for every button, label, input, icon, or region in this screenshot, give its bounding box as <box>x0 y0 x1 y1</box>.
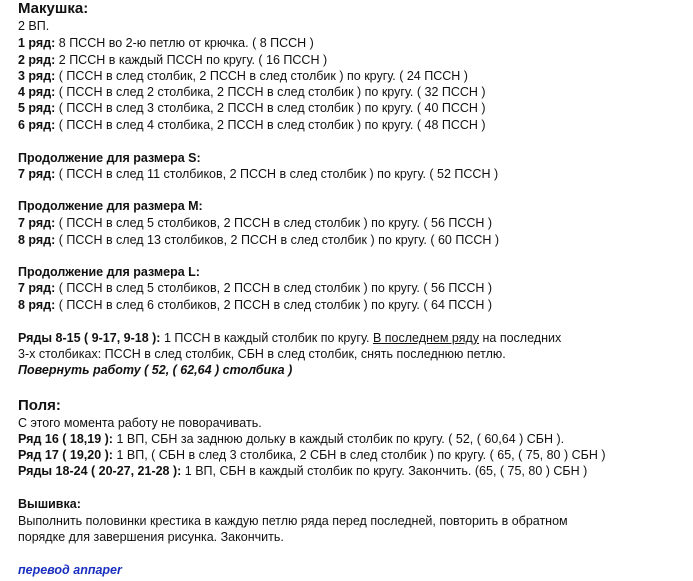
turn-work-note: Повернуть работу ( 52, ( 62,64 ) столбика ) <box>18 363 293 377</box>
crown-start: 2 ВП. <box>18 19 50 33</box>
crown-row-4 <box>18 84 486 100</box>
row-label: Ряд 16 ( 18,19 ): <box>18 432 113 446</box>
row-label: 7 ряд: <box>18 281 56 295</box>
row-label: 3 ряд: <box>18 69 56 83</box>
brim-row-17 <box>18 447 606 463</box>
row-text: 1 ВП, ( СБН в след 3 столбика, 2 СБН в след столбик ) по кругу. ( 65, ( 75, 80 ) СБН ) <box>112 448 606 462</box>
row-text: 1 ВП, СБН за заднюю дольку в каждый столбик по кругу. ( 52, ( 60,64 ) СБН ). <box>112 432 565 446</box>
row-label: 2 ряд: <box>18 53 56 67</box>
rows-8-15 <box>18 330 561 346</box>
size-l-row-7 <box>18 280 492 296</box>
brim-row-16 <box>18 431 564 447</box>
row-text: 1 ВП, СБН в каждый столбик по кругу. Закончить. (65, ( 75, 80 ) СБН ) <box>181 464 588 478</box>
embroidery-heading: Вышивка: <box>18 497 81 511</box>
row-text: ( ПССН в след 13 столбиков, 2 ПССН в след столбик ) по кругу. ( 60 ПССН ) <box>55 233 500 247</box>
row-label: 8 ряд: <box>18 298 56 312</box>
size-m-heading: Продолжение для размера M: <box>18 199 203 213</box>
brim-heading: Поля: <box>18 397 61 414</box>
row-text: ( ПССН в след 2 столбика, 2 ПССН в след столбик ) по кругу. ( 32 ПССН ) <box>55 85 486 99</box>
row-label: 5 ряд: <box>18 101 56 115</box>
row-text: ( ПССН в след 5 столбиков, 2 ПССН в след столбик ) по кругу. ( 56 ПССН ) <box>55 216 493 230</box>
embroidery-line-2: порядке для завершения рисунка. Закончить. <box>18 530 284 544</box>
row-text: 8 ПССН во 2-ю петлю от крючка. ( 8 ПССН ) <box>55 36 314 50</box>
row-text: ( ПССН в след 3 столбика, 2 ПССН в след столбик ) по кругу. ( 40 ПССН ) <box>55 101 486 115</box>
row-text: ( ПССН в след 5 столбиков, 2 ПССН в след столбик ) по кругу. ( 56 ПССН ) <box>55 281 493 295</box>
size-m-row-7 <box>18 215 492 231</box>
row-label: 6 ряд: <box>18 118 56 132</box>
crown-row-1 <box>18 35 314 51</box>
size-s-heading: Продолжение для размера S: <box>18 151 201 165</box>
row-text: ( ПССН в след 11 столбиков, 2 ПССН в след столбик ) по кругу. ( 52 ПССН ) <box>55 167 499 181</box>
row-label: 8 ряд: <box>18 233 56 247</box>
crown-row-6 <box>18 117 486 133</box>
row-label: 1 ряд: <box>18 36 56 50</box>
row-text: ( ПССН в след 6 столбиков, 2 ПССН в след столбик ) по кругу. ( 64 ПССН ) <box>55 298 493 312</box>
size-l-heading: Продолжение для размера L: <box>18 265 200 279</box>
row-label: 7 ряд: <box>18 167 56 181</box>
rows-8-15-line2: 3-х столбиках: ПССН в след столбик, СБН в след столбик, снять последнюю петлю. <box>18 347 506 361</box>
crown-row-5 <box>18 100 486 116</box>
size-s-row-7 <box>18 166 498 182</box>
row-text: 1 ПССН в каждый столбик по кругу. <box>160 331 373 345</box>
row-label: 7 ряд: <box>18 216 56 230</box>
row-text: ( ПССН в след столбик, 2 ПССН в след столбик ) по кругу. ( 24 ПССН ) <box>55 69 468 83</box>
size-l-row-8 <box>18 297 492 313</box>
row-text-end: на последних <box>479 331 562 345</box>
row-text: ( ПССН в след 4 столбика, 2 ПССН в след столбик ) по кругу. ( 48 ПССН ) <box>55 118 486 132</box>
crown-row-2 <box>18 52 327 68</box>
row-label: Ряды 18-24 ( 20-27, 21-28 ): <box>18 464 182 478</box>
row-text: 2 ПССН в каждый ПССН по кругу. ( 16 ПССН ) <box>55 53 328 67</box>
underlined-text: В последнем ряду <box>372 331 480 345</box>
crown-row-3 <box>18 68 468 84</box>
embroidery-line-1: Выполнить половинки крестика в каждую петлю ряда перед последней, повторить в обратном <box>18 514 568 528</box>
size-m-row-8 <box>18 232 499 248</box>
brim-intro: С этого момента работу не поворачивать. <box>18 416 262 430</box>
crown-heading: Макушка: <box>18 0 89 17</box>
translation-credit: перевод anпaper <box>18 563 122 577</box>
row-label: Ряд 17 ( 19,20 ): <box>18 448 113 462</box>
brim-rows-18-24 <box>18 463 587 479</box>
row-label: Ряды 8-15 ( 9-17, 9-18 ): <box>18 331 161 345</box>
row-label: 4 ряд: <box>18 85 56 99</box>
